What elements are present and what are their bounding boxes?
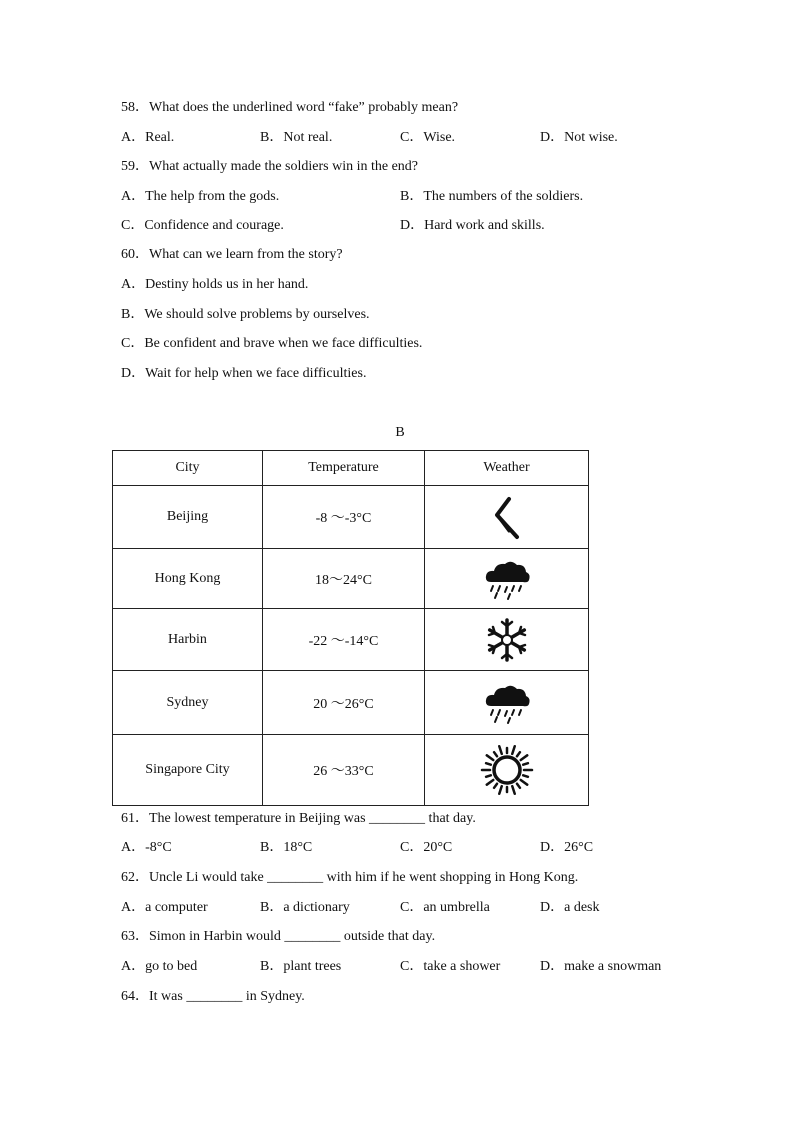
rain-icon [483,682,531,724]
sun-ray [486,780,492,785]
weather-cell [425,735,589,806]
sun-ray [499,786,501,794]
q59-option-c: C．Confidence and courage. [121,218,284,233]
temperature-cell: -22 ～-14°C [263,609,425,671]
weather-cell [425,609,589,671]
header-temperature: Temperature [263,451,425,486]
q59-option-b: B．The numbers of the soldiers. [400,189,584,204]
q63-option-a: A．go to bed [121,959,198,974]
temperature-cell: -8 ～-3°C [263,486,425,549]
q61-option-d: D．26°C [540,840,594,855]
table-header-row [113,451,589,486]
q62-option-b: B．a dictionary [260,900,350,915]
sun-ray [486,755,492,760]
weather-cell [425,671,589,735]
question-61: 61．The lowest temperature in Beijing was ________ that day. [121,811,476,826]
sun-ray [512,786,514,794]
sun-ray [494,752,497,756]
city-cell: Beijing [113,486,263,549]
temperature-cell: 26 ～33°C [263,735,425,806]
city-cell: Hong Kong [113,549,263,609]
q61-option-a: A．-8°C [121,840,172,855]
temperature-cell: 20 ～26°C [263,671,425,735]
q58-option-d: D．Not wise. [540,130,618,145]
question-63: 63．Simon in Harbin would ________ outside that day. [121,929,436,944]
q63-option-d: D．make a snowman [540,959,662,974]
q63-option-c: C．take a shower [400,959,501,974]
weather-cell [425,486,589,549]
question-60: 60．What can we learn from the story? [121,247,343,262]
q58-option-a: A．Real. [121,130,175,145]
weather-table [112,450,589,806]
q63-option-b: B．plant trees [260,959,342,974]
sun-ray [499,746,501,754]
question-64: 64．It was ________ in Sydney. [121,989,305,1004]
rain-icon [483,558,531,600]
sun-ray [494,784,497,788]
q59-option-d: D．Hard work and skills. [400,218,545,233]
header-city: City [113,451,263,486]
table-row [113,735,589,806]
q60-option-a: A．Destiny holds us in her hand. [121,277,309,292]
city-cell: Harbin [113,609,263,671]
temperature-cell: 18～24°C [263,549,425,609]
sun-ray [520,755,526,760]
q61-option-b: B．18°C [260,840,313,855]
windy-icon [487,493,527,541]
q60-option-b: B．We should solve problems by ourselves. [121,307,370,322]
sun-ray [523,775,528,777]
snow-icon [483,616,531,664]
q60-option-d: D．Wait for help when we face difficulties. [121,366,367,381]
sun-ray [486,775,491,777]
q60-option-c: C．Be confident and brave when we face difficulties. [121,336,423,351]
question-58: 58．What does the underlined word “fake” probably mean? [121,100,459,115]
sunny-icon [480,743,534,797]
sun-ray [516,784,519,788]
city-cell: Sydney [113,671,263,735]
q62-option-d: D．a desk [540,900,600,915]
q61-option-c: C．20°C [400,840,453,855]
section-b-title: B [395,425,405,440]
q62-option-a: A．a computer [121,900,208,915]
weather-cell [425,549,589,609]
header-weather: Weather [425,451,589,486]
city-cell: Singapore City [113,735,263,806]
table-row [113,671,589,735]
q59-option-a: A．The help from the gods. [121,189,280,204]
q58-option-c: C．Wise. [400,130,456,145]
question-62: 62．Uncle Li would take ________ with him if he went shopping in Hong Kong. [121,870,579,885]
sun-ray [486,763,491,765]
table-row [113,486,589,549]
table-row [113,609,589,671]
q58-option-b: B．Not real. [260,130,333,145]
question-59: 59．What actually made the soldiers win in the end? [121,159,419,174]
sun-ray [523,763,528,765]
sun-ray [512,746,514,754]
table-row [113,549,589,609]
sun-ray [520,780,526,785]
q62-option-c: C．an umbrella [400,900,490,915]
sun-ray [516,752,519,756]
